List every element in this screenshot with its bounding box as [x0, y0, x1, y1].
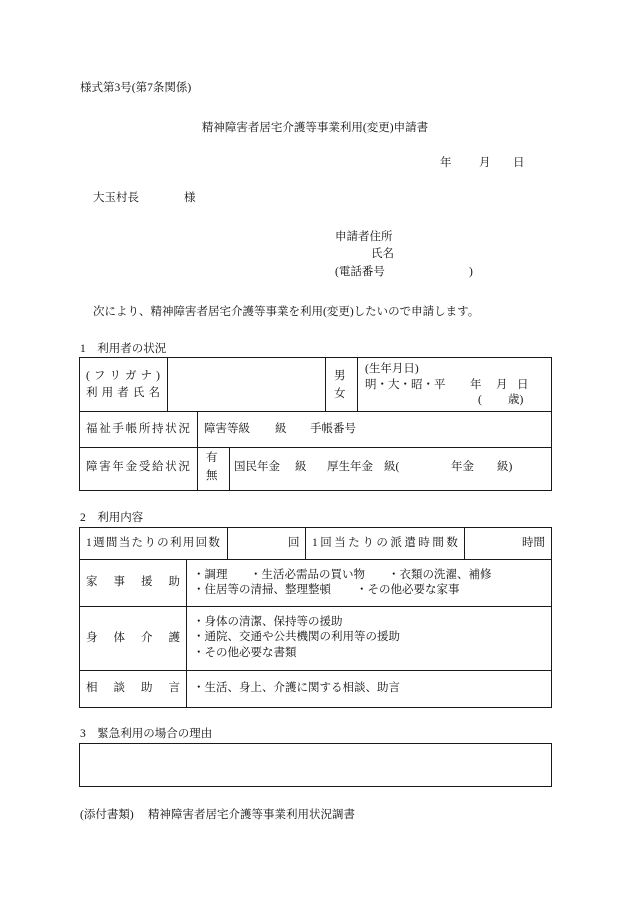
user-name-cell	[167, 357, 326, 412]
label-char: 金	[125, 461, 138, 473]
label-char	[100, 575, 112, 589]
label-char: の	[376, 537, 388, 549]
label-char: 体	[113, 632, 125, 644]
form-title: 精神障害者居宅介護等事業利用(変更)申請書	[201, 122, 429, 134]
label-char: 年	[112, 461, 124, 473]
form-number: 様式第3号(第7条関係)	[80, 82, 192, 94]
label-char: 1	[312, 537, 318, 549]
label-char	[100, 681, 112, 695]
emergency-reason-box	[79, 743, 552, 787]
applicant-name-label: 氏名	[371, 248, 394, 260]
national-pension-label: 国民年金	[234, 461, 280, 473]
age-close: 歳)	[508, 394, 524, 406]
handbook-label	[86, 422, 190, 436]
label-char: 用	[182, 537, 195, 549]
label-char: 回	[320, 537, 332, 549]
furigana-label	[86, 369, 160, 383]
label-char: 遣	[404, 537, 416, 549]
label-char: 事	[113, 576, 125, 588]
addressee-name: 大玉村長	[93, 192, 139, 204]
disability-grade-label: 障害等級	[204, 423, 250, 435]
label-char	[127, 681, 139, 695]
label-char	[127, 631, 139, 645]
label-char: 介	[141, 632, 153, 644]
housework-label	[86, 575, 180, 589]
label-char: 持	[152, 423, 164, 435]
birthdate-year: 年	[470, 379, 482, 391]
physical-care-label	[86, 631, 180, 645]
label-char: 所	[138, 423, 151, 435]
label-char: 名	[148, 387, 160, 399]
dispatch-hours-unit: 時間	[522, 537, 545, 549]
date-year-label: 年	[440, 157, 452, 169]
section2-heading: 2 利用内容	[80, 512, 144, 524]
attachments-label: (添付書類)	[80, 809, 134, 821]
addressee-honorific: 様	[184, 192, 196, 204]
label-char	[155, 631, 167, 645]
other-pension-unit: 級)	[497, 461, 513, 473]
section3-heading: 3 緊急利用の場合の理由	[80, 728, 213, 740]
age-open: (	[478, 394, 482, 406]
applicant-phone-close: )	[469, 266, 473, 278]
consultation-label	[86, 681, 180, 695]
section1-heading: 1 利用者の状況	[80, 343, 167, 355]
label-char: 況	[178, 423, 190, 435]
date-day-label: 日	[513, 157, 525, 169]
applicant-phone-label: (電話番号	[335, 266, 385, 278]
handbook-detail-cell	[197, 411, 552, 448]
employees-pension-label: 厚生年金	[327, 461, 373, 473]
label-char: 数	[208, 537, 220, 549]
furigana-name-label-cell	[79, 357, 168, 412]
label-char	[127, 575, 139, 589]
label-char: 当	[334, 537, 346, 549]
pension-no: 無	[206, 470, 218, 482]
label-char: 利	[86, 387, 98, 399]
label-char: (	[86, 370, 90, 382]
label-char	[100, 631, 112, 645]
label-char: 間	[432, 537, 444, 549]
national-pension-unit: 級	[295, 461, 307, 473]
physical-care-item: ・その他必要な書類	[193, 647, 297, 659]
label-char: 帳	[125, 423, 138, 435]
label-char: り	[144, 537, 156, 549]
dispatch-hours-label	[312, 536, 458, 550]
label-char: 害	[99, 461, 111, 473]
label-char: 間	[105, 537, 118, 549]
gender-male: 男	[334, 370, 346, 382]
birthdate-label: (生年月日)	[365, 363, 419, 375]
label-char: 言	[168, 682, 180, 694]
label-char: 況	[178, 461, 190, 473]
physical-care-item: ・身体の清潔、保持等の援助	[193, 616, 343, 628]
label-char: 1	[86, 537, 92, 549]
housework-item: ・調理	[193, 569, 228, 581]
label-char: ガ	[125, 370, 137, 382]
label-char: 状	[165, 461, 177, 473]
handbook-number-label: 手帳番号	[310, 423, 356, 435]
label-char	[155, 681, 167, 695]
label-char: 身	[86, 632, 98, 644]
label-char: フ	[93, 370, 106, 382]
label-char	[155, 575, 167, 589]
birthdate-month: 月	[496, 379, 508, 391]
label-char: リ	[109, 370, 121, 382]
label-char: 家	[86, 576, 98, 588]
label-char: 護	[168, 632, 180, 644]
label-char: 数	[446, 537, 458, 549]
label-char: 援	[141, 576, 153, 588]
housework-item: ・衣類の洗濯、補修	[388, 569, 492, 581]
label-char: り	[362, 537, 374, 549]
weekly-count-label	[86, 536, 220, 550]
attachments-text: 精神障害者居宅介護等事業利用状況調書	[148, 809, 355, 821]
disability-grade-unit: 級	[275, 423, 287, 435]
other-pension-label: 年金	[451, 461, 474, 473]
label-char: 障	[86, 461, 98, 473]
employees-pension-unit: 級(	[384, 461, 400, 473]
label-char: 助	[141, 682, 153, 694]
label-char: 氏	[132, 387, 145, 399]
birthdate-eras: 明・大・昭・平	[365, 379, 446, 391]
label-char: た	[131, 537, 143, 549]
label-char: 時	[418, 537, 430, 549]
housework-item: ・その他必要な家事	[356, 584, 460, 596]
label-char: 祉	[99, 423, 111, 435]
label-char: ナ	[140, 370, 153, 382]
housework-item: ・生活必需品の買い物	[250, 569, 365, 581]
applicant-address-label: 申請者住所	[335, 231, 393, 243]
label-char: 利	[169, 537, 182, 549]
consultation-item: ・生活、身上、介護に関する相談、助言	[193, 682, 400, 694]
label-char: 談	[113, 682, 125, 694]
label-char: 当	[118, 537, 131, 549]
date-month-label: 月	[479, 157, 491, 169]
label-char: 給	[152, 461, 164, 473]
housework-item: ・住居等の清掃、整理整頓	[193, 584, 331, 596]
label-char: 者	[117, 387, 129, 399]
intro-text: 次により、精神障害者居宅介護等事業を利用(変更)したいので申請します。	[93, 306, 480, 318]
label-char: 福	[86, 423, 98, 435]
label-char: )	[156, 370, 160, 382]
label-char: 週	[93, 537, 105, 549]
label-char: 助	[168, 576, 180, 588]
gender-female: 女	[334, 388, 346, 400]
label-char: 受	[138, 461, 151, 473]
label-char: の	[157, 537, 169, 549]
pension-label	[86, 460, 190, 474]
user-name-label	[86, 386, 160, 400]
label-char: 派	[390, 537, 402, 549]
label-char: 用	[101, 387, 114, 399]
weekly-count-unit: 回	[288, 537, 300, 549]
label-char: 状	[165, 423, 177, 435]
label-char: 手	[112, 423, 124, 435]
birthdate-day: 日	[517, 379, 529, 391]
gender-cell	[325, 357, 358, 412]
label-char: 回	[195, 537, 208, 549]
pension-yes: 有	[206, 452, 218, 464]
label-char: た	[348, 537, 360, 549]
label-char: 相	[86, 682, 98, 694]
physical-care-item: ・通院、交通や公共機関の利用等の援助	[193, 631, 400, 643]
